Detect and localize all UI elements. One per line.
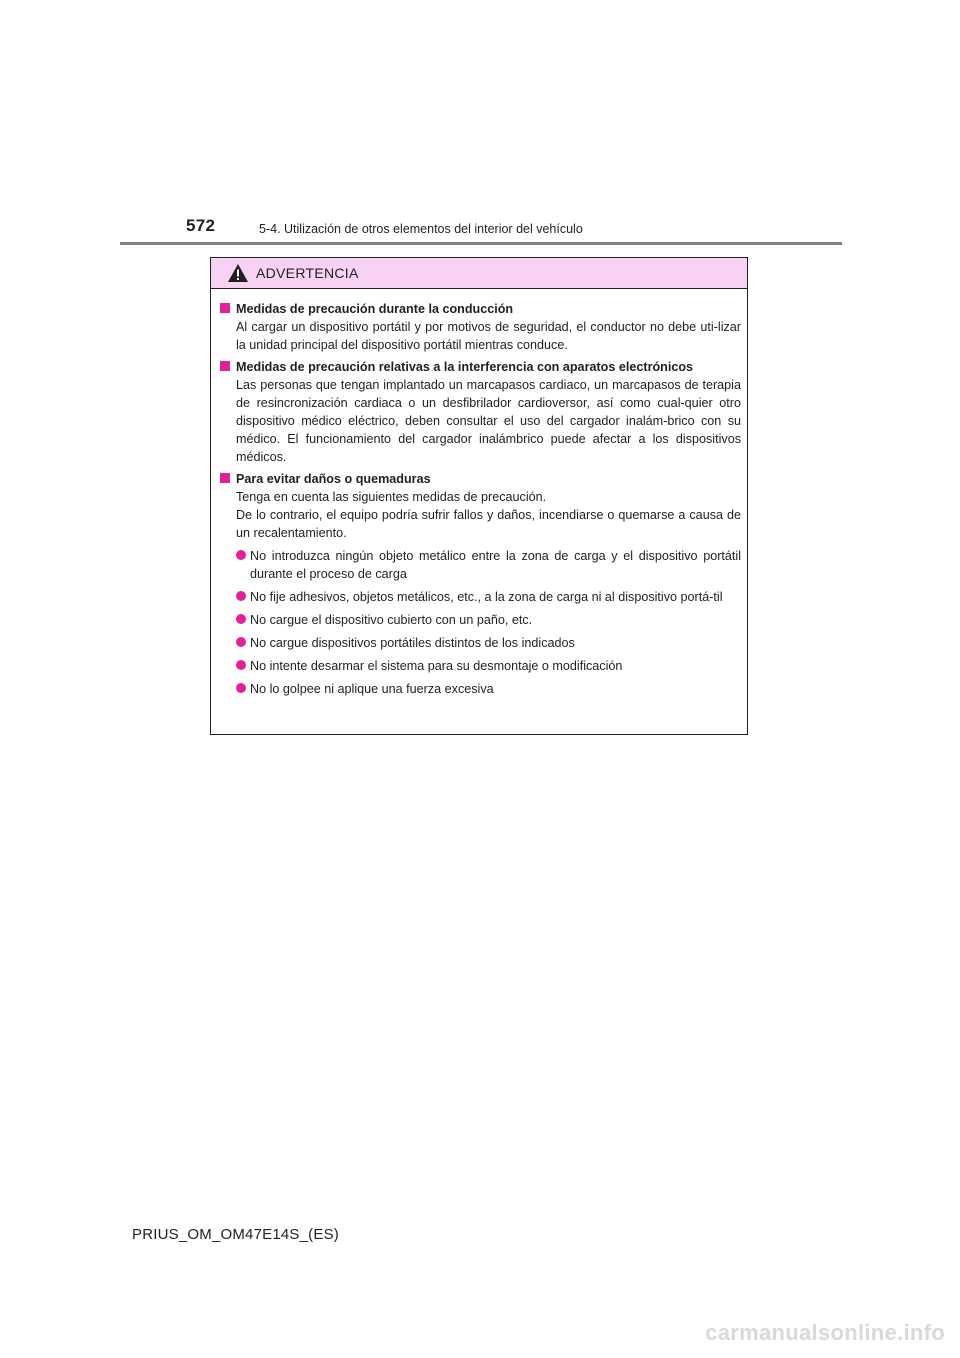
list-item [220, 657, 741, 675]
list-item-text: No introduzca ningún objeto metálico entre la zona de carga y el dispositivo portátil durante el proceso de carga [250, 549, 741, 581]
round-bullet-icon [236, 683, 246, 693]
round-bullet-icon [236, 660, 246, 670]
round-bullet-icon [236, 550, 246, 560]
watermark[interactable]: carmanualsonline.info [705, 1320, 945, 1345]
list-item-text: No cargue el dispositivo cubierto con un paño, etc. [250, 613, 533, 627]
item-text-line: De lo contrario, el equipo podría sufrir fallos y daños, incendiarse o quemarse a causa de un recalentamiento. [236, 508, 741, 540]
item-title-text: Para evitar daños o quemaduras [236, 472, 431, 486]
item-text: Al cargar un dispositivo portátil y por motivos de seguridad, el conductor no debe uti-lizar la unidad principal del dispositivo portátil mientras conduce. [236, 320, 741, 352]
item-text: Las personas que tengan implantado un marcapasos cardiaco, un marcapasos de terapia de resincronización cardiaca o un desfibrilador cardioversor, así como cual-quier otro dispositivo médico eléctrico, deben consultar el uso del cargador inalám-brico con su médico. El funcionamiento del cargador inalámbrico puede afectar a los dispositivos médicos. [236, 378, 741, 464]
square-bullet-icon [220, 303, 230, 313]
document-code: PRIUS_OM_OM47E14S_(ES) [132, 1226, 339, 1243]
list-item [220, 680, 741, 698]
warning-item-damage [220, 470, 741, 698]
list-item-text: No lo golpee ni aplique una fuerza excesiva [250, 682, 494, 696]
section-title: 5-4. Utilización de otros elementos del interior del vehículo [259, 222, 583, 236]
warning-header [211, 258, 747, 289]
page-number: 572 [186, 216, 216, 235]
list-item [220, 634, 741, 652]
item-title-damage [220, 470, 741, 488]
warning-item-driving [220, 300, 741, 354]
round-bullet-icon [236, 591, 246, 601]
list-item-text: No intente desarmar el sistema para su desmontaje o modificación [250, 659, 623, 673]
item-title-text: Medidas de precaución durante la conducción [236, 302, 514, 316]
page-header [0, 0, 960, 250]
warning-box [210, 257, 748, 735]
item-title-driving [220, 300, 741, 318]
round-bullet-icon [236, 637, 246, 647]
list-item-text: No fije adhesivos, objetos metálicos, etc., a la zona de carga ni al dispositivo portá-til [250, 590, 723, 604]
list-item [220, 611, 741, 629]
item-text-line: Tenga en cuenta las siguientes medidas de precaución. [236, 490, 547, 504]
list-item-text: No cargue dispositivos portátiles distintos de los indicados [250, 636, 575, 650]
list-item [220, 547, 741, 583]
warning-triangle-icon [227, 263, 249, 283]
square-bullet-icon [220, 473, 230, 483]
item-title-interference [220, 358, 741, 376]
warning-title: ADVERTENCIA [256, 265, 359, 281]
round-bullet-icon [236, 614, 246, 624]
header-rule [120, 242, 842, 245]
item-title-text: Medidas de precaución relativas a la interferencia con aparatos electrónicos [236, 360, 694, 374]
warning-item-interference [220, 358, 741, 466]
bullet-list [220, 547, 741, 698]
warning-body [211, 289, 747, 698]
list-item [220, 588, 741, 606]
square-bullet-icon [220, 361, 230, 371]
